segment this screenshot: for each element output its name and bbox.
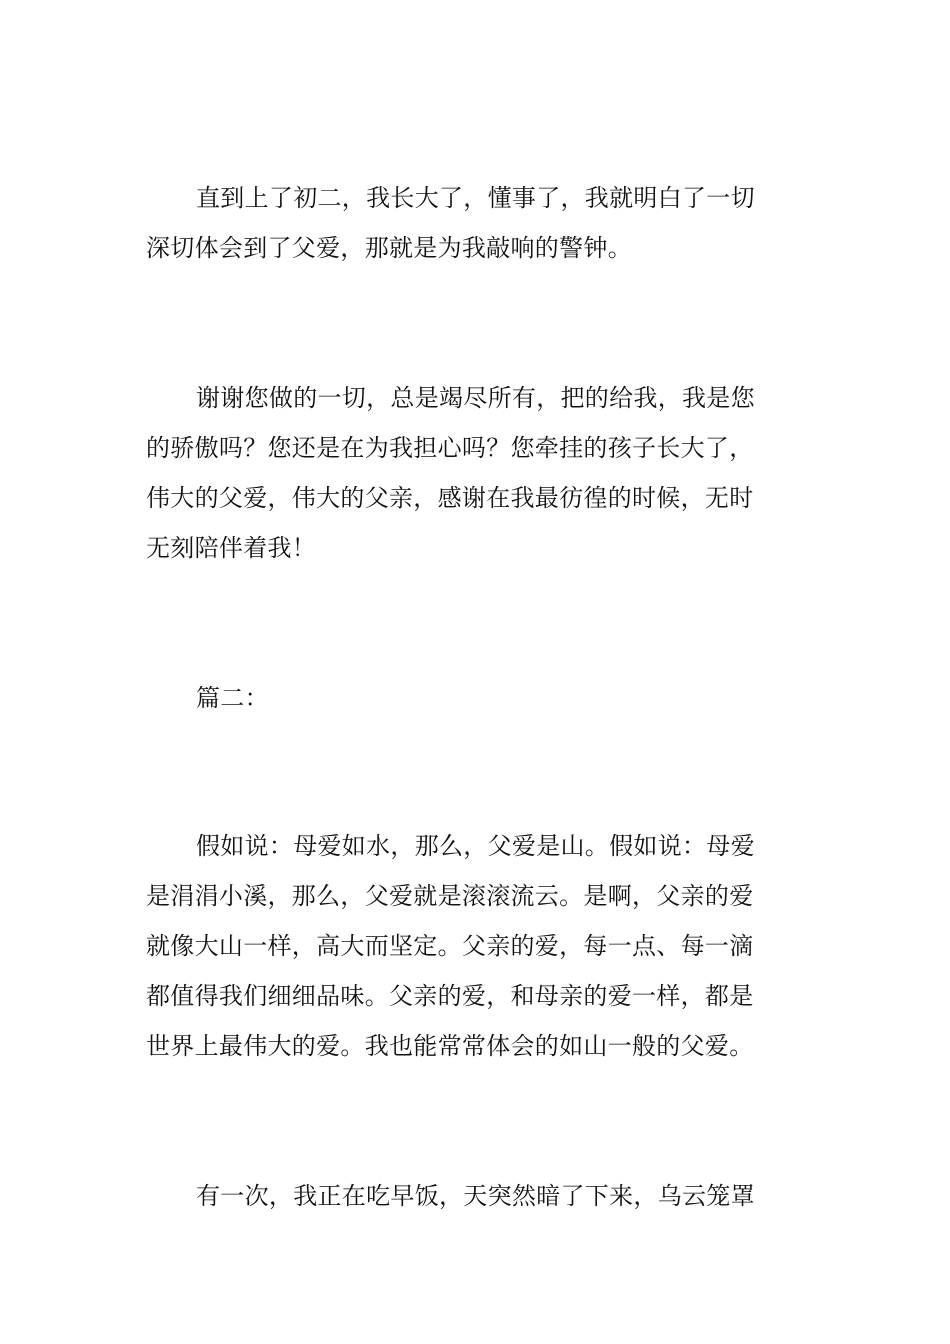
paragraph-3-line-4: 都值得我们细细品味。父亲的爱，和母亲的爱一样，都是 — [146, 982, 754, 1010]
paragraph-3-line-2: 是涓涓小溪，那么，父爱就是滚滚流云。是啊，父亲的爱 — [146, 882, 754, 910]
paragraph-3-line-3: 就像大山一样，高大而坚定。父亲的爱，每一点、每一滴 — [146, 932, 754, 960]
paragraph-1-line-2: 深切体会到了父爱，那就是为我敲响的警钟。 — [146, 234, 632, 262]
paragraph-3-line-1: 假如说：母爱如水，那么，父爱是山。假如说：母爱 — [196, 832, 755, 860]
paragraph-2-line-3: 伟大的父爱，伟大的父亲，感谢在我最彷徨的时候，无时 — [146, 484, 754, 512]
paragraph-1-line-1: 直到上了初二，我长大了，懂事了，我就明白了一切 — [196, 184, 755, 212]
paragraph-4-line-1: 有一次，我正在吃早饭，天突然暗了下来，乌云笼罩 — [196, 1182, 755, 1210]
paragraph-2-line-2: 的骄傲吗？您还是在为我担心吗？您牵挂的孩子长大了， — [146, 434, 754, 462]
paragraph-3-line-5: 世界上最伟大的爱。我也能常常体会的如山一般的父爱。 — [146, 1032, 754, 1060]
paragraph-2-line-1: 谢谢您做的一切，总是竭尽所有，把的给我，我是您 — [196, 384, 755, 412]
paragraph-2-line-4: 无刻陪伴着我！ — [146, 534, 317, 562]
section-heading: 篇二： — [196, 684, 269, 712]
